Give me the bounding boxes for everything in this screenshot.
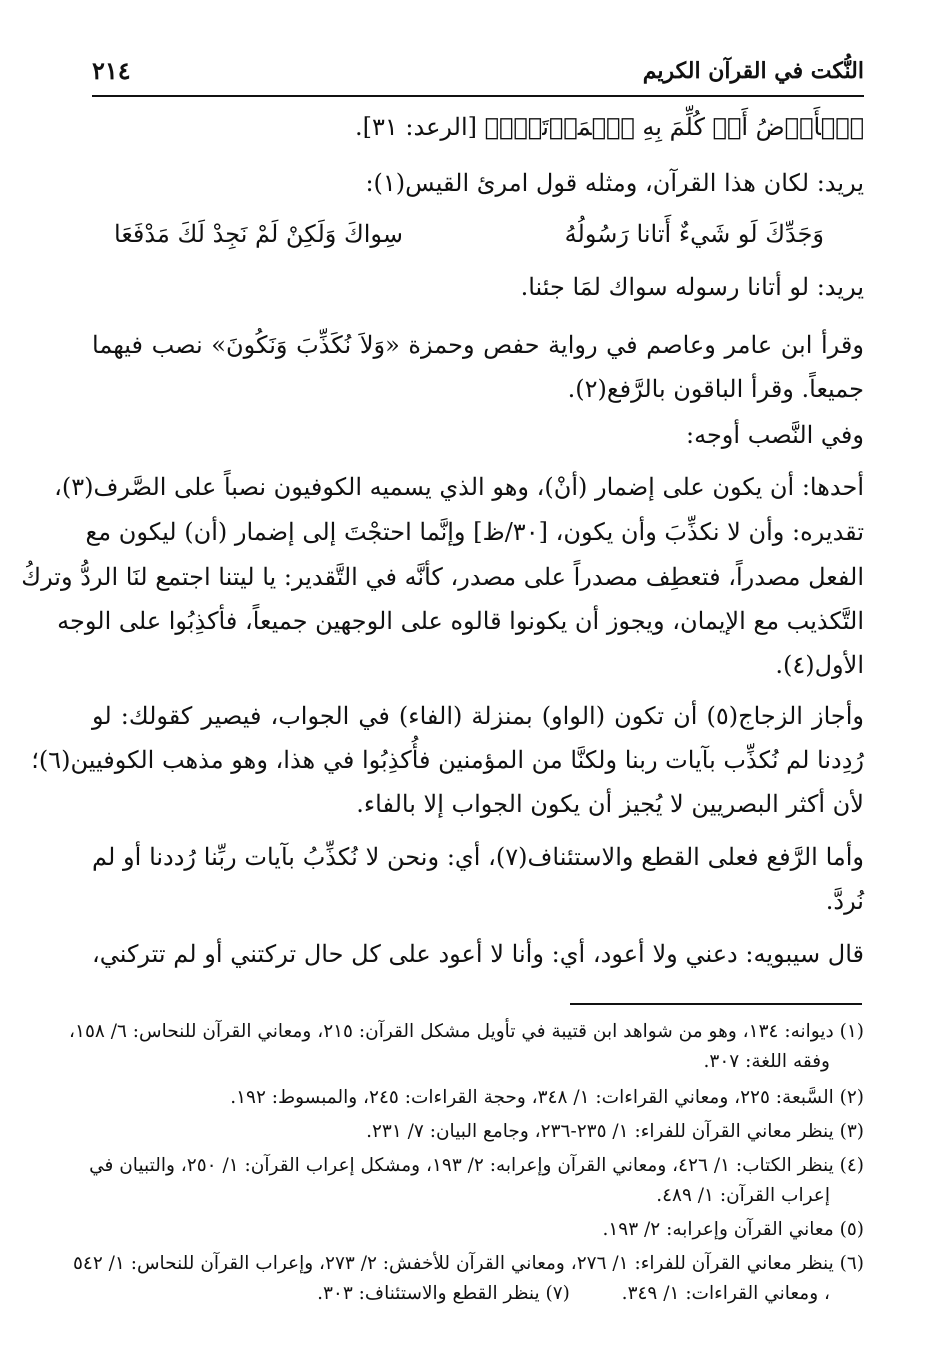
text-line: ٱلۡأَرۡضُ أَوۡ كُلِّمَ بِهِ ٱلۡمَوۡتَىٰۗ﴾ [الرعد: ٣١]. [354,113,864,141]
text-line: قال سيبويه: دعني ولا أعود، أي: وأنا لا أعود على كل حال تركتني أو لم تتركني، [92,940,864,968]
text-line: وأجاز الزجاج(٥) أن تكون (الواو) بمنزلة (الفاء) في الجواب، فيصير كقولك: لو [92,702,864,730]
book-title: النُّكت في القرآن الكريم [642,58,864,84]
footnote: (٣) ينظر معاني القرآن للفراء: ١/ ٢٣٥-٢٣٦، وجامع البيان: ٧/ ٢٣١. [366,1121,864,1142]
running-header [92,52,864,92]
text-line: الأول(٤). [775,651,864,679]
poetry-verse [92,211,864,257]
header-rule [92,95,864,97]
footnote: (٢) السَّبعة: ٢٢٥، ومعاني القراءات: ١/ ٣٤٨، وحجة القراءات: ٢٤٥، والمبسوط: ١٩٢. [230,1087,864,1108]
text-line: تقديره: وأن لا نكذِّبَ وأن يكون، [٣٠/ظ] وإنَّما احتجْتَ إلى إضمار (أن) ليكون مع [85,518,864,546]
text-line: وقرأ ابن عامر وعاصم في رواية حفص وحمزة «وَلاَ نُكَذِّبَ وَنَكُونَ» نصب فيهما [92,331,864,359]
text-line: الفعل مصدراً، فتعطِف مصدراً على مصدر، كأنَّه في التَّقدير: يا ليتنا اجتمع لنَا الردُّ وتركُ [21,563,864,591]
text-line: رُدِدنا لم نُكذِّب بآيات ربنا ولكنَّا من المؤمنين فأُكذِبُوا في هذا، وهو مذهب الكوفيين(٦)؛ [31,746,864,774]
footnote-continuation: وفقه اللغة: ٣٠٧. [703,1051,830,1072]
text-line: التَّكذيب مع الإيمان، ويجوز أن يكونوا قالوه على الوجهين جميعاً، فأكذِبُوا على الوجه [57,607,864,635]
text-line: يريد: لو أتانا رسوله سواك لمَا جئنا. [520,273,864,301]
footnote: (٥) معاني القرآن وإعرابه: ٢/ ١٩٣. [602,1219,864,1240]
footnote-rule [570,1003,862,1005]
footnote: (٦) ينظر معاني القرآن للفراء: ١/ ٢٧٦، ومعاني القرآن للأخفش: ٢/ ٢٧٣، وإعراب القرآن للنحاس: ١/ ٥٤٢ [72,1253,864,1274]
text-line: لأن أكثر البصريين لا يُجيز أن يكون الجواب إلا بالفاء. [356,790,864,818]
footnote-continuation [92,1278,830,1310]
text-line: أحدها: أن يكون على إضمار (أنْ)، وهو الذي يسميه الكوفيون نصباً على الصَّرف(٣)، [54,473,864,501]
verse-second-hemistich: سِواكَ وَلَكِنْ لَمْ نَجِدْ لَكَ مَدْفَعَا [114,220,403,248]
footnote: (٤) ينظر الكتاب: ١/ ٤٢٦، ومعاني القرآن وإعرابه: ٢/ ١٩٣، ومشكل إعراب القرآن: ١/ ٢٥٠، والتبيان في [89,1155,864,1176]
page-number: ٢١٤ [92,56,131,85]
footnote: (١) ديوانه: ١٣٤، وهو من شواهد ابن قتيبة في تأويل مشكل القرآن: ٢١٥، ومعاني القرآن للنحاس: ٦/ ١٥٨، [69,1021,864,1042]
verse-first-hemistich: وَجَدِّكَ لَو شَيءٌ أَتانا رَسُولُهُ [564,220,824,248]
text-line: جميعاً. وقرأ الباقون بالرَّفع(٢). [567,375,864,403]
footnote-continuation: إعراب القرآن: ١/ ٤٨٩. [656,1185,830,1206]
text-line: وفي النَّصب أوجه: [686,421,864,449]
footnote-6-tail: ، ومعاني القراءات: ١/ ٣٤٩. [621,1283,830,1304]
text-line: وأما الرَّفع فعلى القطع والاستئناف(٧)، أي: ونحن لا نُكذِّبُ بآيات ربِّنا رُددنا أو لم [92,843,864,871]
text-line: يريد: لكان هذا القرآن، ومثله قول امرئ القيس(١): [365,169,864,197]
footnote: (٧) ينظر القطع والاستئناف: ٣٠٣. [317,1283,570,1304]
text-line: نُردَّ. [825,887,864,915]
